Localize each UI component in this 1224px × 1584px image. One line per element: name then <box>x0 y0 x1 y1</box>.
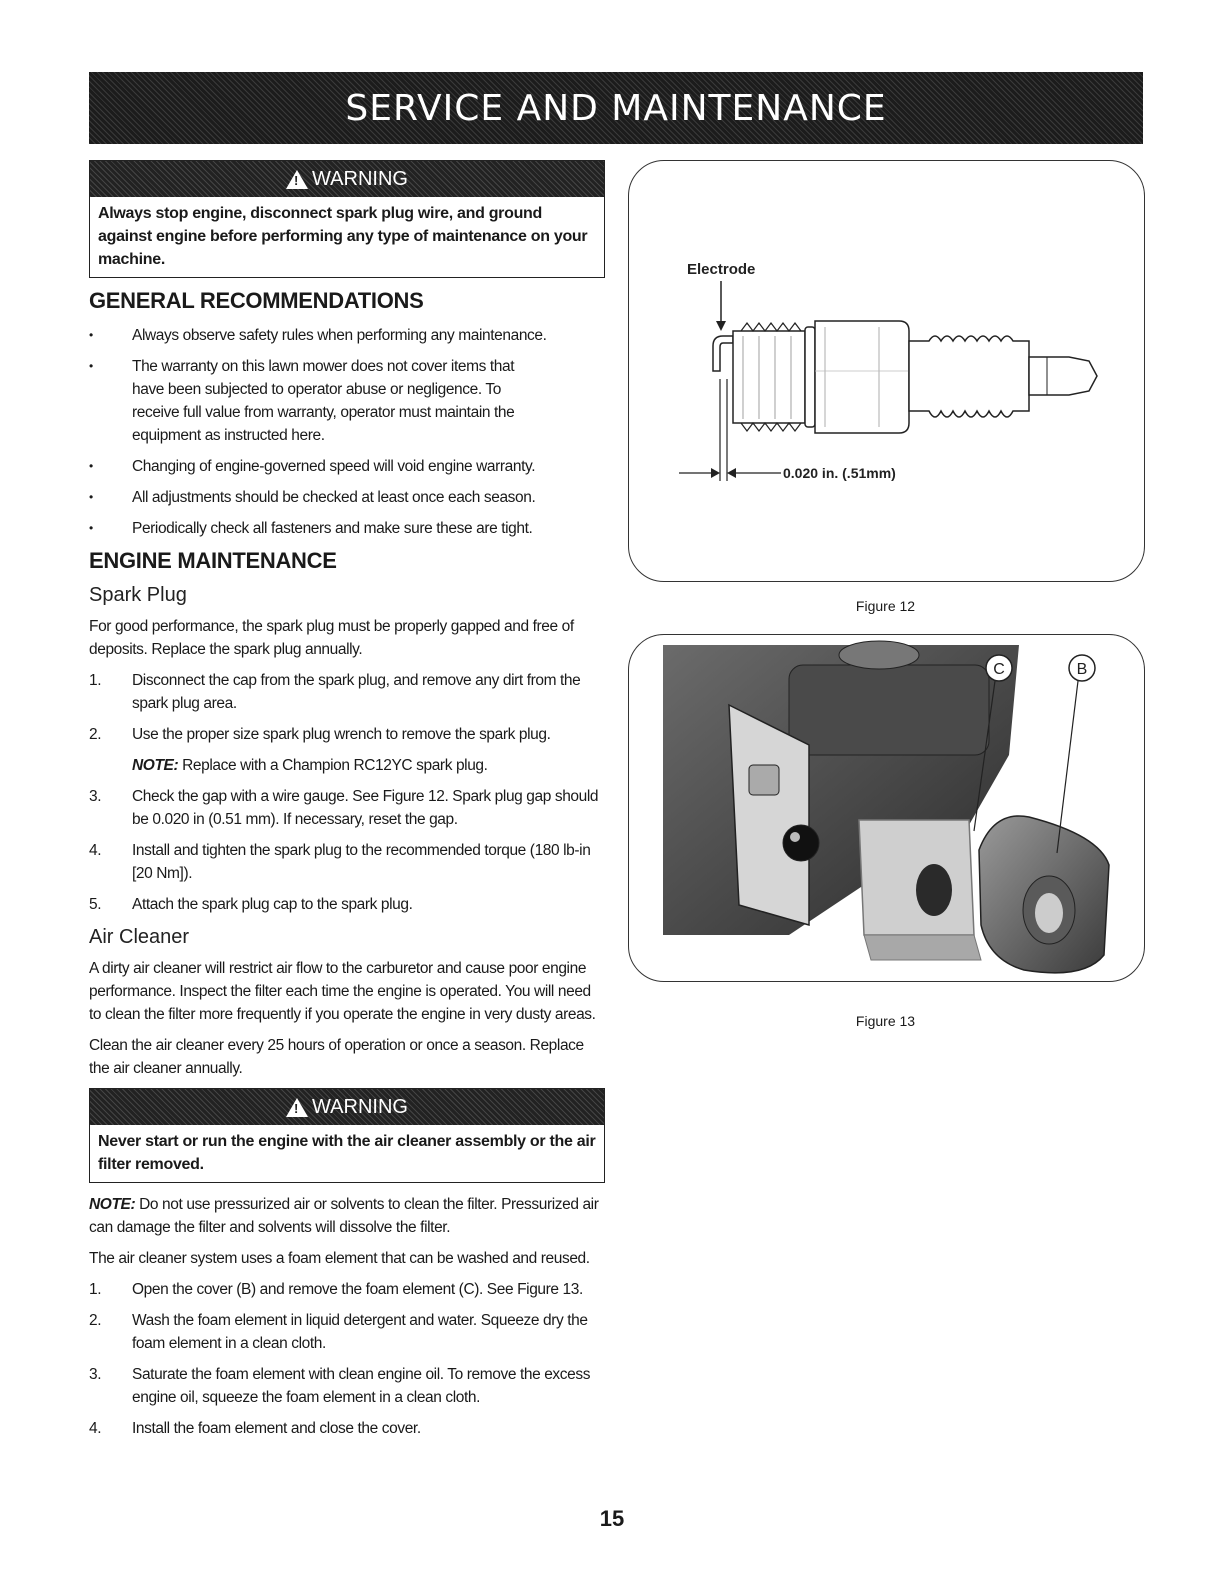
warning-triangle-icon <box>286 1098 308 1117</box>
engine-heading: ENGINE MAINTENANCE <box>89 548 337 573</box>
warning-box-1 <box>89 160 605 278</box>
air-cleaner-p3: The air cleaner system uses a foam element that can be washed and reused. <box>89 1250 590 1267</box>
list-item: 3. Saturate the foam element with clean engine oil. To remove the excess engine oil, squeeze the foam element in a clean cloth. <box>89 1366 591 1406</box>
list-item: 3. Check the gap with a wire gauge. See Figure 12. Spark plug gap should be 0.020 in (0.51 mm). If necessary, reset the gap. <box>89 788 599 828</box>
spark-plug-steps <box>89 669 605 916</box>
left-column <box>89 160 605 1448</box>
callout-c: C <box>993 661 1005 678</box>
figure-12 <box>628 160 1145 582</box>
air-cleaner-steps <box>89 1278 605 1440</box>
electrode-label: Electrode <box>687 261 756 278</box>
callout-b: B <box>1076 661 1088 678</box>
list-item: 4. Install and tighten the spark plug to the recommended torque (180 lb-in [20 Nm]). <box>89 842 591 882</box>
warning-header <box>90 1089 604 1125</box>
gap-label: 0.020 in. (.51mm) <box>783 465 896 481</box>
list-item: 4. Install the foam element and close the cover. <box>89 1420 421 1437</box>
air-note: NOTE: Do not use pressurized air or solvents to clean the filter. Pressurized air can damage the filter and solvents will dissolve the filter. <box>89 1196 599 1236</box>
warning-text: Always stop engine, disconnect spark plug wire, and ground against engine before performing any type of maintenance on your machine. <box>98 205 588 268</box>
figure-13-caption: Figure 13 <box>855 1013 916 1029</box>
air-cleaner-illustration <box>629 635 1144 981</box>
list-item: • Always observe safety rules when performing any maintenance. <box>89 324 605 347</box>
air-cleaner-heading: Air Cleaner <box>89 926 190 948</box>
section-banner <box>89 72 1143 144</box>
warning-box-2 <box>89 1088 605 1183</box>
list-item: 1. Open the cover (B) and remove the foam element (C). See Figure 13. <box>89 1281 583 1298</box>
list-item: • All adjustments should be checked at least once each season. <box>89 486 605 509</box>
list-item: 2. Use the proper size spark plug wrench to remove the spark plug. <box>89 726 551 743</box>
warning-label: WARNING <box>312 1095 408 1118</box>
air-cleaner-p2: Clean the air cleaner every 25 hours of operation or once a season. Replace the air cleaner annually. <box>89 1037 584 1077</box>
list-item: • Periodically check all fasteners and make sure these are tight. <box>89 517 605 540</box>
air-cleaner-p1: A dirty air cleaner will restrict air flow to the carburetor and cause poor engine performance. Inspect the filter each time the engine is operated. You will need to clean the filter more frequently if you operate the engine in very dusty areas. <box>89 960 596 1023</box>
general-heading: GENERAL RECOMMENDATIONS <box>89 288 424 313</box>
page-number: 15 <box>599 1506 625 1531</box>
list-item: 2. Wash the foam element in liquid detergent and water. Squeeze dry the foam element in a clean cloth. <box>89 1312 588 1352</box>
warning-triangle-icon <box>286 170 308 189</box>
list-item: • Changing of engine-governed speed will void engine warranty. <box>89 455 605 478</box>
figure-13 <box>628 634 1145 982</box>
note: NOTE: Replace with a Champion RC12YC spark plug. <box>132 757 488 774</box>
list-item: 1. Disconnect the cap from the spark plug, and remove any dirt from the spark plug area. <box>89 672 581 712</box>
warning-header <box>90 161 604 197</box>
general-list <box>89 324 605 540</box>
spark-plug-heading: Spark Plug <box>89 584 187 606</box>
spark-plug-intro: For good performance, the spark plug must be properly gapped and free of deposits. Replace the spark plug annually. <box>89 618 574 658</box>
list-item: 5. Attach the spark plug cap to the spark plug. <box>89 896 413 913</box>
figure-12-caption: Figure 12 <box>855 598 916 614</box>
section-title: SERVICE AND MAINTENANCE <box>345 87 887 129</box>
warning-text: Never start or run the engine with the air cleaner assembly or the air filter removed. <box>98 1133 596 1173</box>
list-item: • The warranty on this lawn mower does not cover items that have been subjected to operator abuse or negligence. To receive full value from warranty, operator must maintain the equipment as instructed here. <box>89 355 605 447</box>
spark-plug-diagram <box>629 161 1144 581</box>
warning-label: WARNING <box>312 167 408 190</box>
